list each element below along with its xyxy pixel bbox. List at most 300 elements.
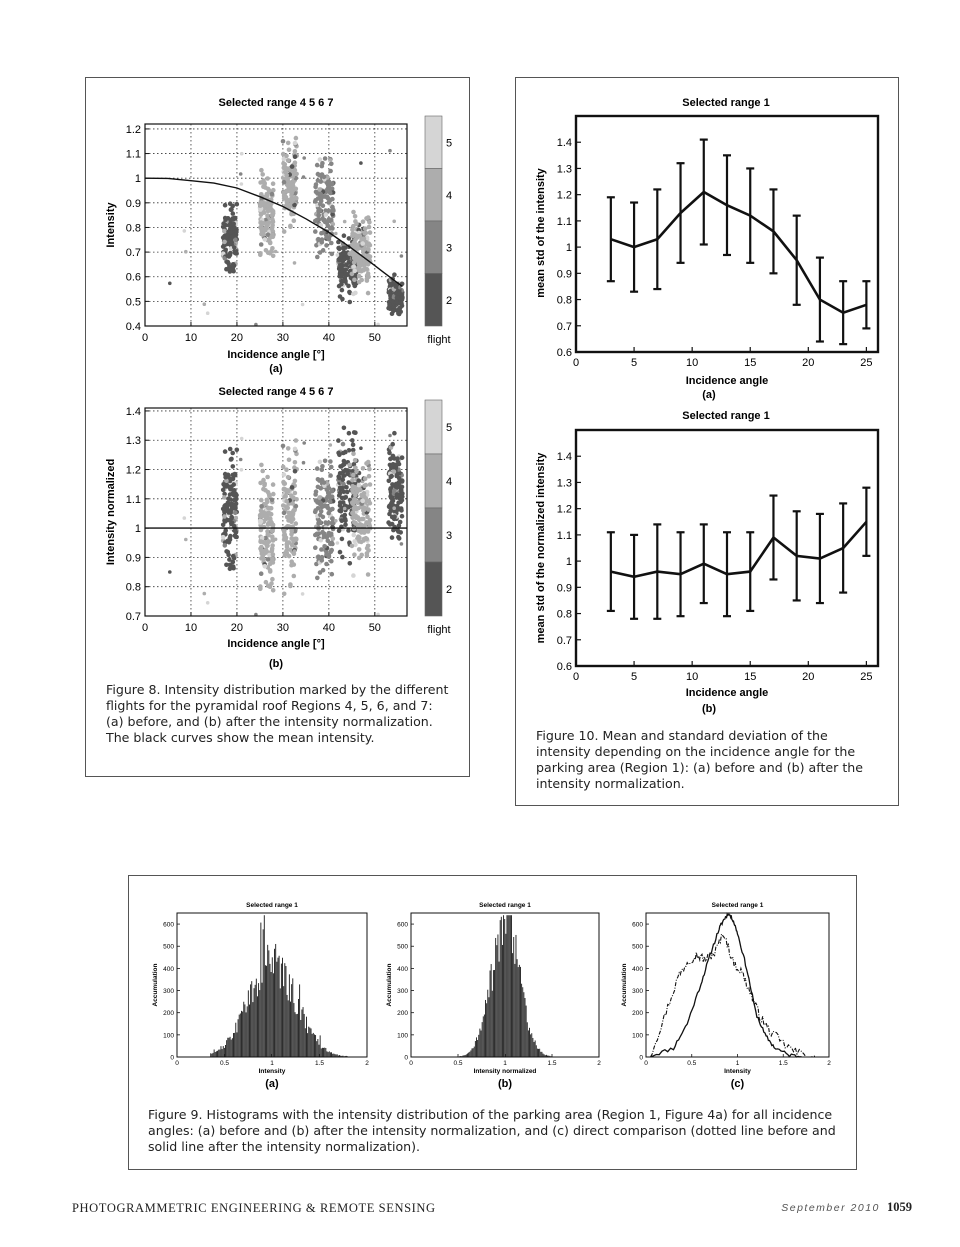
scatter-point xyxy=(324,552,329,557)
scatter-point xyxy=(345,256,350,261)
scatter-point xyxy=(262,483,267,488)
histogram-bar xyxy=(537,1049,538,1057)
figure-8-plots xyxy=(86,78,469,678)
histogram-bar xyxy=(526,1006,527,1057)
scatter-point xyxy=(271,181,276,186)
scatter-point xyxy=(221,535,226,540)
scatter-point xyxy=(285,548,290,553)
chart-title: Selected range 1 xyxy=(682,97,770,109)
scatter-point xyxy=(357,518,362,523)
scatter-point xyxy=(315,163,320,168)
histogram-bar xyxy=(251,981,252,1057)
histogram-bar xyxy=(484,1015,485,1057)
histogram-bar xyxy=(257,996,258,1057)
y-tick-label: 600 xyxy=(163,921,174,929)
figure-9b-chart xyxy=(386,902,601,1090)
scatter-point xyxy=(294,497,299,502)
scatter-point xyxy=(289,529,294,534)
x-axis-label: Incidence angle xyxy=(685,687,769,699)
scatter-point xyxy=(352,506,357,511)
scatter-point xyxy=(360,499,365,504)
scatter-point xyxy=(270,246,275,251)
scatter-point xyxy=(359,161,363,165)
y-tick-label: 0.9 xyxy=(125,552,141,565)
scatter-point xyxy=(206,601,210,605)
scatter-point xyxy=(320,464,325,469)
scatter-point xyxy=(400,542,404,546)
histogram-bar xyxy=(322,1048,323,1057)
scatter-point xyxy=(317,478,322,483)
scatter-point xyxy=(282,592,287,597)
histogram-bar xyxy=(320,1035,321,1057)
scatter-point xyxy=(366,507,371,512)
scatter-point xyxy=(387,303,392,308)
scatter-point xyxy=(294,136,299,141)
y-tick-label: 0.7 xyxy=(556,634,572,647)
scatter-point xyxy=(359,263,364,268)
y-tick-label: 1.4 xyxy=(125,405,141,418)
scatter-point xyxy=(318,250,323,255)
scatter-point xyxy=(330,572,335,577)
x-tick-label: 30 xyxy=(276,622,290,634)
plot-frame xyxy=(145,124,407,326)
scatter-point xyxy=(287,148,292,153)
scatter-point xyxy=(263,564,268,569)
colorbar-tick-label: 5 xyxy=(446,137,453,150)
scatter-point xyxy=(293,469,298,474)
scatter-point xyxy=(223,543,228,548)
colorbar-segment xyxy=(425,169,442,222)
y-tick-label: 0.9 xyxy=(556,268,572,281)
scatter-point xyxy=(259,212,264,217)
y-tick-label: 0.7 xyxy=(556,320,572,333)
histogram-bar xyxy=(252,1002,253,1057)
x-tick-label: 0 xyxy=(175,1060,179,1067)
scatter-point xyxy=(327,186,332,191)
scatter-point xyxy=(282,481,287,486)
histogram-bar xyxy=(522,987,523,1057)
scatter-point xyxy=(281,139,286,144)
scatter-point xyxy=(351,292,356,297)
scatter-point xyxy=(259,519,264,524)
scatter-point xyxy=(351,501,356,506)
histogram-bar xyxy=(467,1054,468,1057)
histogram-bar xyxy=(534,1042,535,1057)
x-tick-label: 5 xyxy=(631,357,638,369)
histogram-bar xyxy=(540,1052,541,1057)
scatter-point xyxy=(363,476,368,481)
y-tick-label: 500 xyxy=(397,943,408,951)
scatter-point xyxy=(261,185,266,190)
histogram-bar xyxy=(323,1048,324,1057)
scatter-point xyxy=(184,250,188,254)
scatter-point xyxy=(203,302,207,306)
scatter-point xyxy=(316,213,321,218)
scatter-point xyxy=(291,539,296,544)
scatter-point xyxy=(221,221,226,226)
scatter-point xyxy=(225,253,230,258)
scatter-point xyxy=(356,534,361,539)
y-tick-label: 1.3 xyxy=(125,435,141,448)
histogram-bar xyxy=(262,983,263,1057)
scatter-point xyxy=(293,141,298,146)
histogram-bar xyxy=(509,915,510,1057)
scatter-point xyxy=(222,514,227,519)
scatter-point xyxy=(324,235,329,240)
histogram-bar xyxy=(260,923,261,1057)
histogram-bar xyxy=(305,1028,306,1057)
scatter-point xyxy=(183,229,187,233)
scatter-point xyxy=(326,200,331,205)
histogram-bar xyxy=(236,1032,237,1057)
figure-10-box xyxy=(515,77,899,806)
scatter-point xyxy=(288,584,293,589)
y-tick-label: 1 xyxy=(565,556,572,569)
scatter-point xyxy=(337,529,342,534)
histogram-bar xyxy=(216,1051,217,1057)
scatter-point xyxy=(302,441,306,445)
histogram-bar xyxy=(482,1022,483,1057)
scatter-point xyxy=(343,522,348,527)
scatter-point xyxy=(274,538,278,542)
page-footer xyxy=(781,1200,912,1215)
histogram-bar xyxy=(230,1037,231,1057)
scatter-point xyxy=(351,243,356,248)
x-tick-label: 1 xyxy=(503,1060,507,1067)
histogram-bar xyxy=(475,1041,476,1057)
scatter-point xyxy=(364,231,369,236)
scatter-point xyxy=(318,192,323,197)
histogram-bar xyxy=(325,1048,326,1057)
histogram-bar xyxy=(500,920,501,1057)
scatter-point xyxy=(292,218,297,223)
scatter-point xyxy=(324,243,329,248)
scatter-point xyxy=(317,495,322,500)
scatter-point xyxy=(365,267,370,272)
histogram-bar xyxy=(219,1050,220,1057)
scatter-point xyxy=(223,217,228,222)
histogram-bar xyxy=(210,1053,211,1057)
scatter-point xyxy=(350,544,355,549)
scatter-point xyxy=(315,466,320,471)
y-tick-label: 300 xyxy=(163,988,174,996)
scatter-point xyxy=(183,516,187,520)
histogram-bar xyxy=(312,1034,313,1057)
scatter-point xyxy=(356,478,361,483)
scatter-point xyxy=(394,463,399,468)
scatter-point xyxy=(400,494,405,499)
figure-8a-chart xyxy=(105,97,452,375)
scatter-point xyxy=(330,197,335,202)
scatter-point xyxy=(359,446,363,450)
before-normalization-line xyxy=(651,934,816,1057)
scatter-point xyxy=(390,442,395,447)
y-tick-label: 0.9 xyxy=(125,197,141,210)
histogram-bar xyxy=(227,1038,228,1057)
scatter-point xyxy=(223,203,228,208)
scatter-point xyxy=(336,541,340,545)
scatter-point xyxy=(266,208,271,213)
histogram-bar xyxy=(472,1048,473,1057)
scatter-point xyxy=(314,182,319,187)
histogram-bar xyxy=(488,997,489,1057)
scatter-point xyxy=(368,501,373,506)
scatter-point xyxy=(293,154,298,159)
scatter-point xyxy=(291,197,296,202)
scatter-point xyxy=(231,464,236,469)
scatter-point xyxy=(266,506,271,511)
scatter-point xyxy=(329,559,334,564)
colorbar-label: flight xyxy=(427,624,451,636)
y-tick-label: 300 xyxy=(397,988,408,996)
histogram-bar xyxy=(491,964,492,1057)
scatter-point xyxy=(400,456,405,461)
scatter-point xyxy=(318,460,323,465)
after-normalization-line xyxy=(651,914,802,1057)
scatter-point xyxy=(327,531,332,536)
scatter-point xyxy=(343,513,348,518)
scatter-point xyxy=(326,511,331,516)
histogram-bar xyxy=(508,915,509,1057)
histogram-bar xyxy=(492,991,493,1057)
scatter-point xyxy=(365,515,370,520)
scatter-point xyxy=(400,254,404,258)
scatter-point xyxy=(240,152,244,156)
y-tick-label: 0.6 xyxy=(556,347,572,359)
scatter-point xyxy=(226,553,231,558)
scatter-point xyxy=(352,430,357,435)
scatter-point xyxy=(343,220,347,224)
scatter-point xyxy=(341,442,346,447)
y-tick-label: 200 xyxy=(397,1010,408,1018)
scatter-point xyxy=(340,288,345,293)
histogram-bar xyxy=(468,1053,469,1057)
histogram-bar xyxy=(271,972,272,1057)
scatter-point xyxy=(294,438,299,443)
x-tick-label: 40 xyxy=(322,332,335,344)
chart-title: Selected range 1 xyxy=(682,410,770,422)
y-tick-label: 100 xyxy=(632,1032,643,1040)
scatter-point xyxy=(225,503,230,508)
panel-label: (c) xyxy=(730,1078,745,1090)
histogram-bar xyxy=(507,915,508,1057)
x-tick-label: 0 xyxy=(141,622,149,634)
histogram-bar xyxy=(503,915,504,1057)
scatter-point xyxy=(348,561,353,566)
y-tick-label: 0.6 xyxy=(556,661,572,673)
scatter-point xyxy=(338,550,343,555)
y-tick-label: 1 xyxy=(134,173,141,186)
histogram-bar xyxy=(297,1014,298,1057)
scatter-point xyxy=(362,491,367,496)
scatter-point xyxy=(315,576,320,581)
scatter-point xyxy=(346,260,351,265)
histogram-bar xyxy=(243,1002,244,1057)
colorbar-tick-label: 5 xyxy=(446,422,453,434)
scatter-point xyxy=(258,481,263,486)
histogram-bar xyxy=(307,1033,308,1057)
scatter-point xyxy=(392,506,396,510)
scatter-point xyxy=(230,234,235,239)
x-tick-label: 50 xyxy=(368,332,381,344)
histogram-bar xyxy=(330,1052,331,1057)
histogram-bar xyxy=(222,1049,223,1057)
histogram-bar xyxy=(256,979,257,1057)
histogram-bar xyxy=(470,1050,471,1057)
scatter-point xyxy=(328,169,333,174)
histogram-bar xyxy=(306,1017,307,1057)
scatter-point xyxy=(230,204,235,209)
scatter-point xyxy=(326,521,331,526)
scatter-point xyxy=(323,156,328,161)
scatter-point xyxy=(357,280,362,285)
scatter-point xyxy=(221,507,226,512)
scatter-point xyxy=(329,158,333,162)
x-tick-label: 15 xyxy=(744,357,757,369)
scatter-point xyxy=(346,528,351,533)
histogram-bar xyxy=(241,1011,242,1057)
scatter-point xyxy=(347,431,352,436)
scatter-point xyxy=(361,466,366,471)
scatter-point xyxy=(283,494,288,499)
scatter-point xyxy=(352,520,357,525)
histogram-bar xyxy=(327,1051,328,1057)
scatter-point xyxy=(222,495,227,500)
scatter-point xyxy=(234,497,239,502)
scatter-point xyxy=(284,499,289,504)
scatter-point xyxy=(395,492,400,497)
scatter-point xyxy=(334,519,338,523)
scatter-point xyxy=(225,539,230,544)
histogram-bar xyxy=(479,1029,480,1057)
histogram-bar xyxy=(538,1049,539,1057)
scatter-point xyxy=(228,230,233,235)
scatter-point xyxy=(270,217,275,222)
scatter-point xyxy=(313,545,318,550)
x-tick-label: 0.5 xyxy=(219,1060,230,1067)
x-tick-label: 2 xyxy=(827,1060,831,1067)
scatter-point xyxy=(221,235,226,240)
x-tick-label: 40 xyxy=(322,622,335,634)
y-tick-label: 0.5 xyxy=(125,296,141,309)
scatter-point xyxy=(339,282,344,287)
scatter-point xyxy=(223,248,228,253)
histogram-bar xyxy=(275,944,276,1057)
histogram-bar xyxy=(313,1033,314,1057)
histogram-bar xyxy=(525,998,526,1057)
scatter-point xyxy=(318,570,323,575)
histogram-bar xyxy=(239,1015,240,1057)
scatter-point xyxy=(324,212,329,217)
scatter-point xyxy=(353,458,358,463)
histogram-bar xyxy=(218,1050,219,1057)
histogram-bar xyxy=(226,1040,227,1057)
histogram-bar xyxy=(516,935,517,1057)
scatter-point xyxy=(392,272,397,277)
scatter-point xyxy=(258,253,263,258)
scatter-point xyxy=(391,309,396,314)
scatter-point xyxy=(317,173,322,178)
scatter-point xyxy=(223,475,228,480)
scatter-point xyxy=(367,474,372,479)
scatter-point xyxy=(270,227,275,232)
scatter-point xyxy=(259,200,264,205)
x-tick-label: 1 xyxy=(735,1060,740,1067)
y-tick-label: 100 xyxy=(163,1032,174,1040)
x-tick-label: 20 xyxy=(802,671,815,683)
histogram-bar xyxy=(246,1012,247,1057)
scatter-point xyxy=(230,505,235,510)
y-tick-label: 500 xyxy=(163,943,174,951)
y-tick-label: 0.8 xyxy=(556,608,572,621)
scatter-point xyxy=(388,149,392,153)
x-tick-label: 1.5 xyxy=(547,1060,557,1067)
scatter-point xyxy=(326,224,331,229)
histogram-bar xyxy=(477,1040,478,1057)
y-tick-label: 600 xyxy=(632,921,643,929)
scatter-point xyxy=(353,284,358,289)
scatter-point xyxy=(259,463,264,468)
scatter-point xyxy=(396,529,401,534)
histogram-bar xyxy=(291,984,292,1057)
histogram-bar xyxy=(224,1048,225,1057)
x-tick-label: 0 xyxy=(572,671,580,683)
scatter-point xyxy=(288,182,293,187)
scatter-point xyxy=(338,491,343,496)
scatter-point xyxy=(342,233,347,238)
scatter-point xyxy=(267,188,272,193)
scatter-point xyxy=(341,246,346,251)
scatter-point xyxy=(388,282,393,287)
scatter-point xyxy=(336,246,341,251)
histogram-bar xyxy=(299,984,300,1057)
y-tick-label: 0 xyxy=(404,1054,408,1062)
colorbar-label: flight xyxy=(427,334,451,346)
scatter-point xyxy=(361,219,366,224)
scatter-point xyxy=(400,296,405,301)
scatter-point xyxy=(258,515,263,520)
scatter-point xyxy=(345,472,350,477)
histogram-bar xyxy=(233,1033,234,1057)
scatter-point xyxy=(396,311,401,316)
y-tick-label: 1.2 xyxy=(556,503,572,516)
scatter-point xyxy=(400,514,405,519)
scatter-point xyxy=(270,543,275,548)
histogram-bar xyxy=(296,1014,297,1057)
scatter-point xyxy=(292,574,297,579)
scatter-point xyxy=(389,474,394,479)
scatter-point xyxy=(203,592,207,596)
x-tick-label: 25 xyxy=(860,671,873,683)
scatter-point xyxy=(261,557,266,562)
scatter-point xyxy=(341,500,346,505)
figure-9a-chart xyxy=(152,902,369,1090)
histogram-bar xyxy=(324,1048,325,1057)
histogram-bar xyxy=(512,953,513,1057)
x-tick-label: 20 xyxy=(230,332,244,344)
histogram-bar xyxy=(278,958,279,1057)
scatter-point xyxy=(286,167,291,172)
scatter-point xyxy=(266,532,271,537)
colorbar-segment xyxy=(425,116,442,169)
scatter-point xyxy=(388,457,393,462)
scatter-point xyxy=(281,444,286,449)
scatter-point xyxy=(294,172,299,177)
scatter-point xyxy=(336,438,341,443)
scatter-point xyxy=(318,157,323,162)
y-tick-label: 0.8 xyxy=(125,222,141,235)
histogram-bar xyxy=(532,1038,533,1057)
